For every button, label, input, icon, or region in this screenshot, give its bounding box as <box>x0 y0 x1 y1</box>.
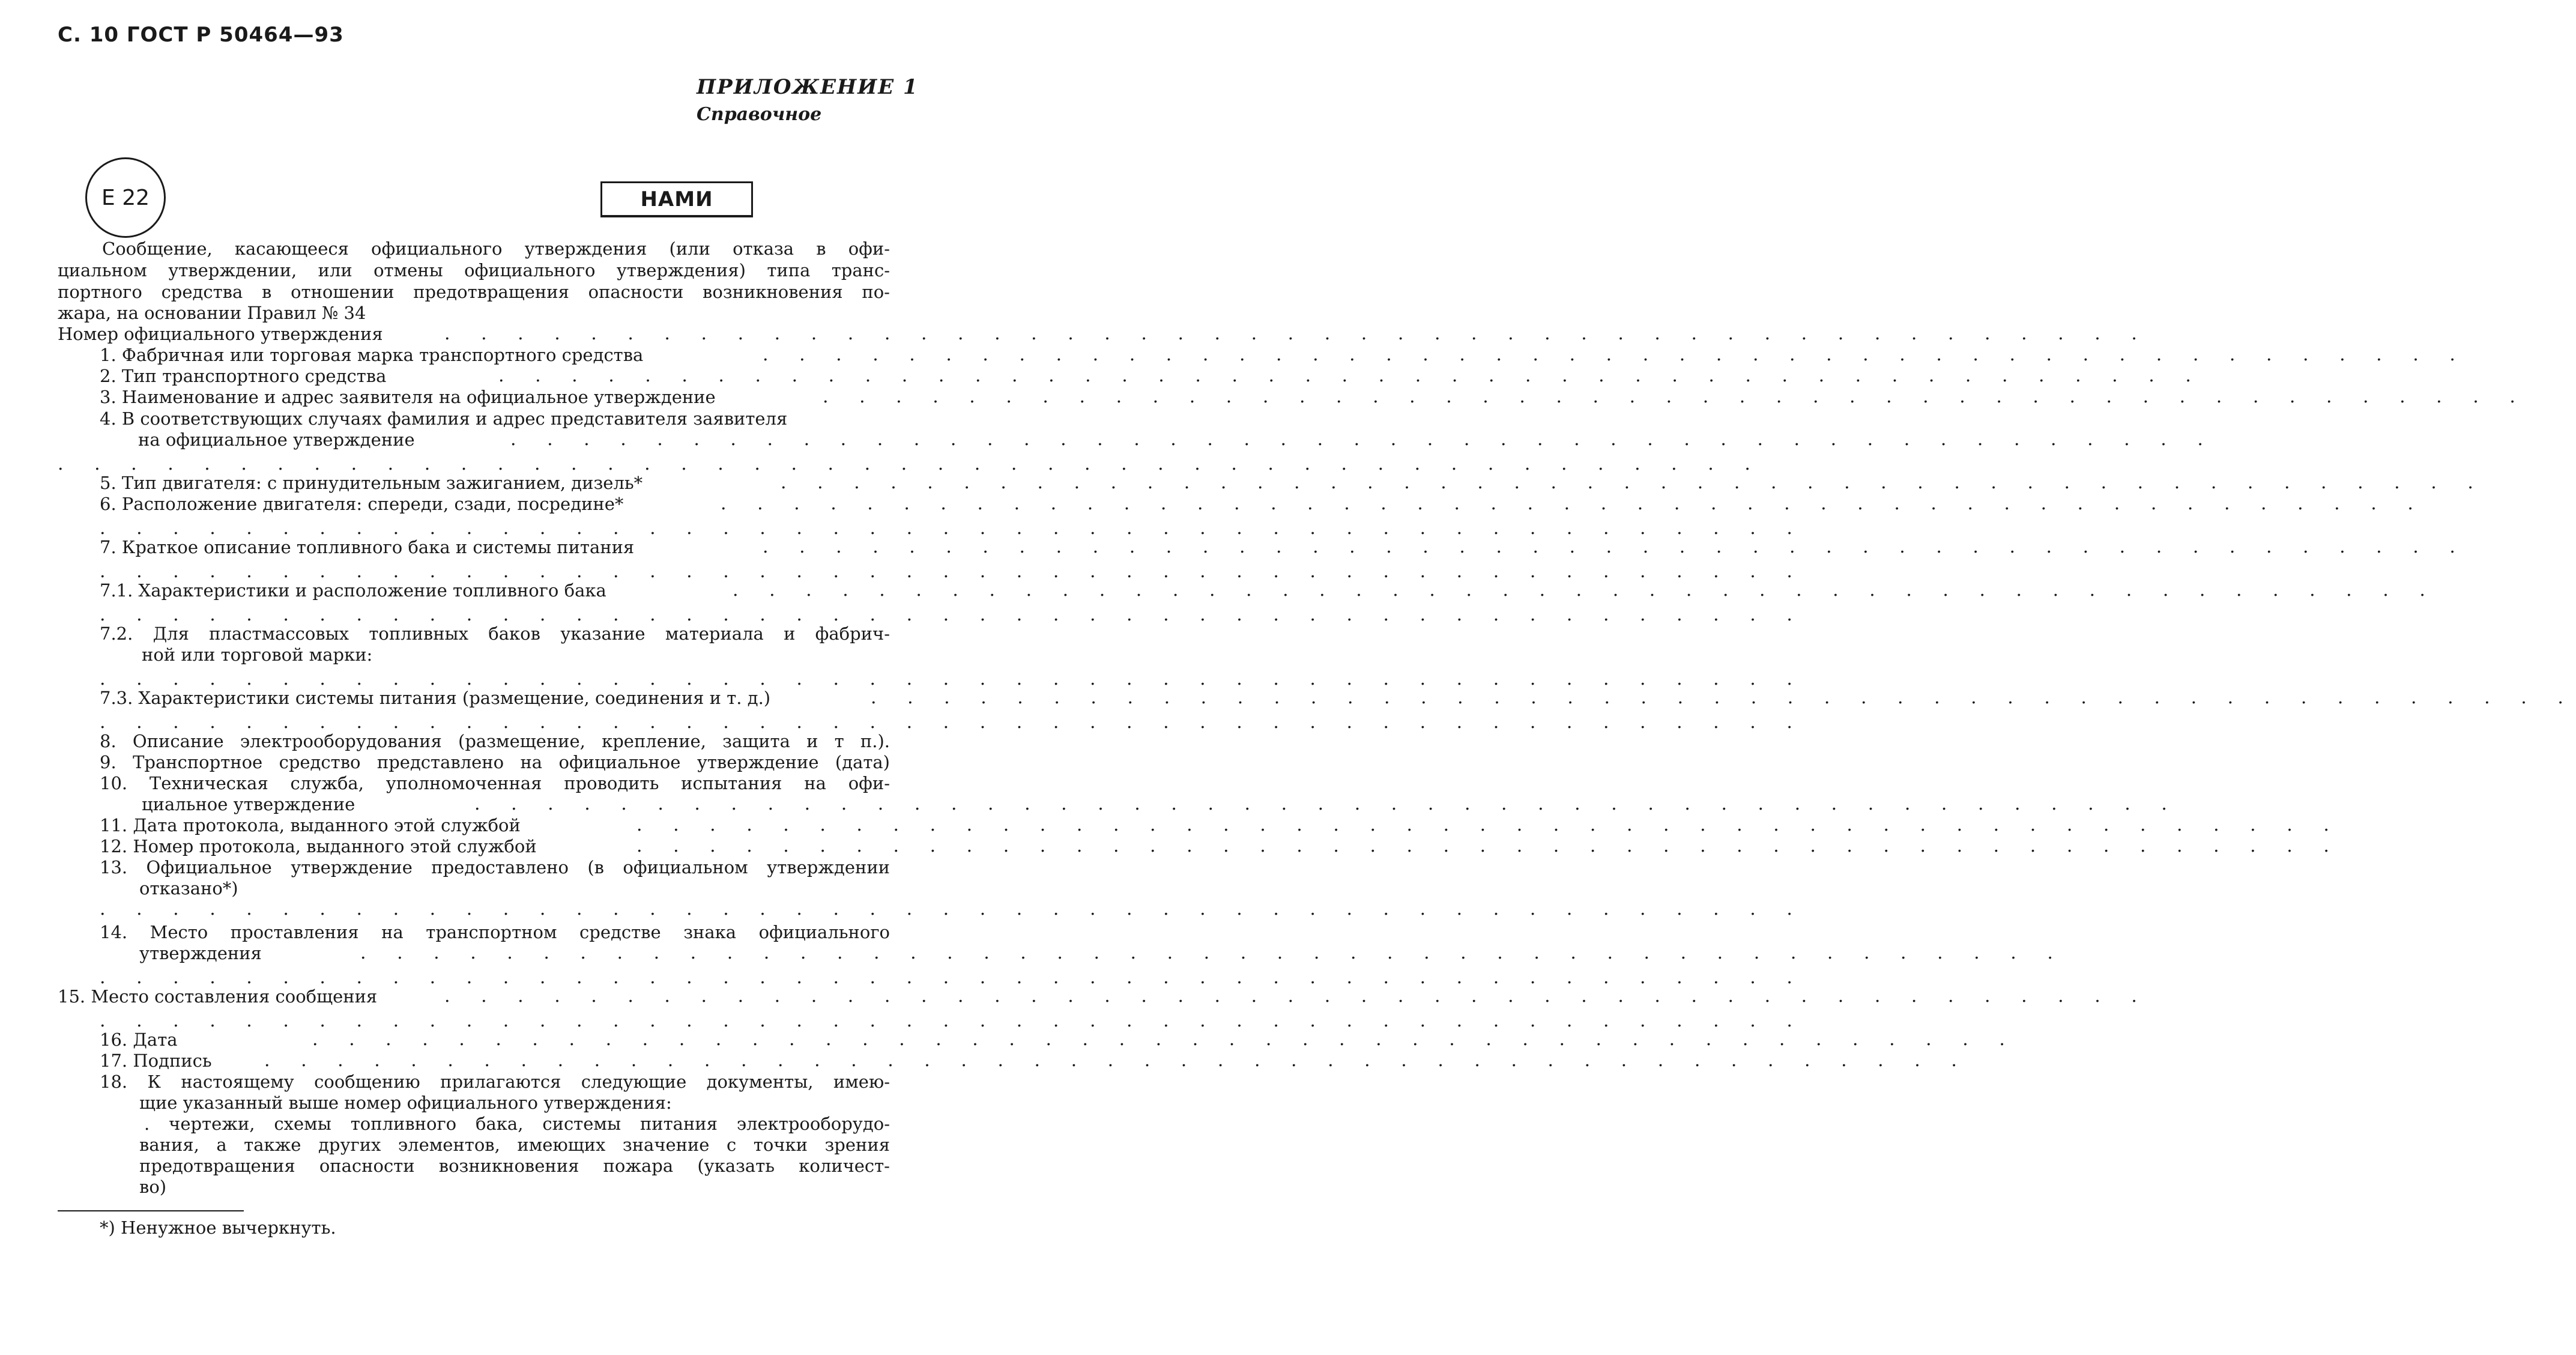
intro-line-3: портного средства в отношении предотвращения опасности возникновения по- <box>58 282 890 302</box>
dot-leader: . . . . . . . . . . . . . . . . . . . . . . . . . . . . . . . . . . . . . . . . . . . . . . . <box>763 536 2468 557</box>
dot-leader: . . . . . . . . . . . . . . . . . . . . . . . . . . . . . . . . . . . . . . . . . . . . . . . <box>781 472 2486 493</box>
intro-line-2: циальном утверждении, или отмены официального утверждения) типа транс- <box>58 260 890 280</box>
item-16: 16. Дата <box>100 1029 178 1050</box>
dot-leader: . . . . . . . . . . . . . . . . . . . . . . . . . . . . . . . . . . . . . . . . . . . . . . . <box>100 561 1805 582</box>
intro-line-4: жара, на основании Правил № 34 <box>58 303 366 323</box>
item-14-line-2: утверждения <box>139 943 262 963</box>
item-6: 6. Расположение двигателя: спереди, сзади, посредине* <box>100 494 624 514</box>
footnote: *) Ненужное вычеркнуть. <box>100 1217 336 1238</box>
dot-leader: . . . . . . . . . . . . . . . . . . . . . . . . . . . . . . . . . . . . . . . . . . . . . . . <box>312 1029 2018 1050</box>
dot-leader: . . . . . . . . . . . . . . . . . . . . . . . . . . . . . . . . . . . . . . . . . . . . . . . <box>871 687 2576 708</box>
item-18-line-6: во) <box>139 1177 167 1197</box>
authority-box <box>600 181 753 217</box>
item-18-line-1: 18. К настоящему сообщению прилагаются следующие документы, имею- <box>100 1072 890 1092</box>
page-reference: С. 10 ГОСТ Р 50464—93 <box>58 23 344 47</box>
dot-leader: . . . . . . . . . . . . . . . . . . . . . . . . . . . . . . . . . . . . . . . . . . . . . . . <box>360 942 2066 963</box>
dot-leader: . . . . . . . . . . . . . . . . . . . . . . . . . . . . . . . . . . . . . . . . . . . . . . . <box>636 835 2342 856</box>
item-5: 5. Тип двигателя: с принудительным зажиганием, дизель* <box>100 473 643 493</box>
dot-leader: . . . . . . . . . . . . . . . . . . . . . . . . . . . . . . . . . . . . . . . . . . . . . . . <box>498 365 2204 386</box>
item-1: 1. Фабричная или торговая марка транспортного средства <box>100 345 644 365</box>
item-7-2-line-2: ной или торговой марки: <box>142 644 373 665</box>
item-13-line-2: отказано*) <box>139 878 238 899</box>
item-7: 7. Краткое описание топливного бака и системы питания <box>100 537 635 557</box>
item-8: 8. Описание электрооборудования (размещение, крепление, защита и т п.). <box>100 731 890 751</box>
appendix-title: ПРИЛОЖЕНИЕ 1 <box>697 75 919 99</box>
item-12: 12. Номер протокола, выданного этой службой <box>100 836 537 856</box>
dot-leader: . . . . . . . . . . . . . . . . . . . . . . . . . . . . . . . . . . . . . . . . . . . . . . . <box>100 899 1805 920</box>
item-9: 9. Транспортное средство представлено на официальное утверждение (дата) <box>100 752 890 772</box>
item-10-line-2: циальное утверждение <box>142 794 355 814</box>
item-13-line-1: 13. Официальное утверждение предоставлено (в официальном утверждении <box>100 857 890 878</box>
appendix-type: Справочное <box>697 104 822 125</box>
footnote-rule <box>58 1210 244 1211</box>
item-4-line-1: 4. В соответствующих случаях фамилия и адрес представителя заявителя <box>100 408 788 429</box>
item-3: 3. Наименование и адрес заявителя на официальное утверждение <box>100 387 716 407</box>
approval-number-label: Номер официального утверждения <box>58 324 383 344</box>
item-18-line-5: предотвращения опасности возникновения пожара (указать количест- <box>139 1156 890 1176</box>
dot-leader: . . . . . . . . . . . . . . . . . . . . . . . . . . . . . . . . . . . . . . . . . . . . . . . <box>264 1050 1970 1071</box>
item-15: 15. Место составления сообщения <box>58 986 378 1007</box>
dot-leader: . . . . . . . . . . . . . . . . . . . . . . . . . . . . . . . . . . . . . . . . . . . . . . . <box>100 967 1805 988</box>
dot-leader: . . . . . . . . . . . . . . . . . . . . . . . . . . . . . . . . . . . . . . . . . . . . . . . <box>636 814 2342 835</box>
dot-leader: . . . . . . . . . . . . . . . . . . . . . . . . . . . . . . . . . . . . . . . . . . . . . . . <box>474 793 2180 814</box>
item-7-2-line-1: 7.2. Для пластмассовых топливных баков указание материала и фабрич- <box>100 623 890 644</box>
item-17: 17. Подпись <box>100 1050 212 1071</box>
item-10-line-1: 10. Техническая служба, уполномоченная проводить испытания на офи- <box>100 773 890 793</box>
dot-leader: . . . . . . . . . . . . . . . . . . . . . . . . . . . . . . . . . . . . . . . . . . . . . . . <box>100 518 1805 539</box>
dot-leader: . . . . . . . . . . . . . . . . . . . . . . . . . . . . . . . . . . . . . . . . . . . . . . . <box>733 580 2438 601</box>
dot-leader: . . . . . . . . . . . . . . . . . . . . . . . . . . . . . . . . . . . . . . . . . . . . . . . <box>444 323 2150 344</box>
item-18-line-4: вания, а также других элементов, имеющих значение с точки зрения <box>139 1135 890 1155</box>
dot-leader: . . . . . . . . . . . . . . . . . . . . . . . . . . . . . . . . . . . . . . . . . . . . . . . <box>100 712 1805 733</box>
approval-mark-text: E 22 <box>101 185 150 210</box>
dot-leader: . . . . . . . . . . . . . . . . . . . . . . . . . . . . . . . . . . . . . . . . . . . . . . . <box>100 1010 1805 1031</box>
item-2: 2. Тип транспортного средства <box>100 366 387 386</box>
dot-leader: . . . . . . . . . . . . . . . . . . . . . . . . . . . . . . . . . . . . . . . . . . . . . . . <box>100 604 1805 625</box>
item-11: 11. Дата протокола, выданного этой службой <box>100 815 521 835</box>
dot-leader: . . . . . . . . . . . . . . . . . . . . . . . . . . . . . . . . . . . . . . . . . . . . . . . <box>763 344 2468 365</box>
item-18-line-2: щие указанный выше номер официального утверждения: <box>139 1093 672 1113</box>
authority-name: НАМИ <box>640 187 713 211</box>
dot-leader: . . . . . . . . . . . . . . . . . . . . . . . . . . . . . . . . . . . . . . . . . . . . . . . <box>444 986 2150 1007</box>
item-7-1: 7.1. Характеристики и расположение топливного бака <box>100 580 606 601</box>
dot-leader: . . . . . . . . . . . . . . . . . . . . . . . . . . . . . . . . . . . . . . . . . . . . . . . <box>58 453 1763 474</box>
item-7-3: 7.3. Характеристики системы питания (размещение, соединения и т. д.) <box>100 688 771 708</box>
approval-mark-circle <box>85 157 166 238</box>
intro-line-1: Сообщение, касающееся официального утверждения (или отказа в офи- <box>102 238 890 259</box>
dot-leader: . . . . . . . . . . . . . . . . . . . . . . . . . . . . . . . . . . . . . . . . . . . . . . . <box>721 493 2426 514</box>
item-18-line-3: . чертежи, схемы топливного бака, системы питания электрооборудо- <box>144 1114 890 1134</box>
dot-leader: . . . . . . . . . . . . . . . . . . . . . . . . . . . . . . . . . . . . . . . . . . . . . . . <box>823 386 2528 407</box>
dot-leader: . . . . . . . . . . . . . . . . . . . . . . . . . . . . . . . . . . . . . . . . . . . . . . . <box>100 668 1805 690</box>
item-4-line-2: на официальное утверждение <box>138 429 415 450</box>
dot-leader: . . . . . . . . . . . . . . . . . . . . . . . . . . . . . . . . . . . . . . . . . . . . . . . <box>510 429 2216 450</box>
item-14-line-1: 14. Место проставления на транспортном средстве знака официального <box>100 922 890 942</box>
